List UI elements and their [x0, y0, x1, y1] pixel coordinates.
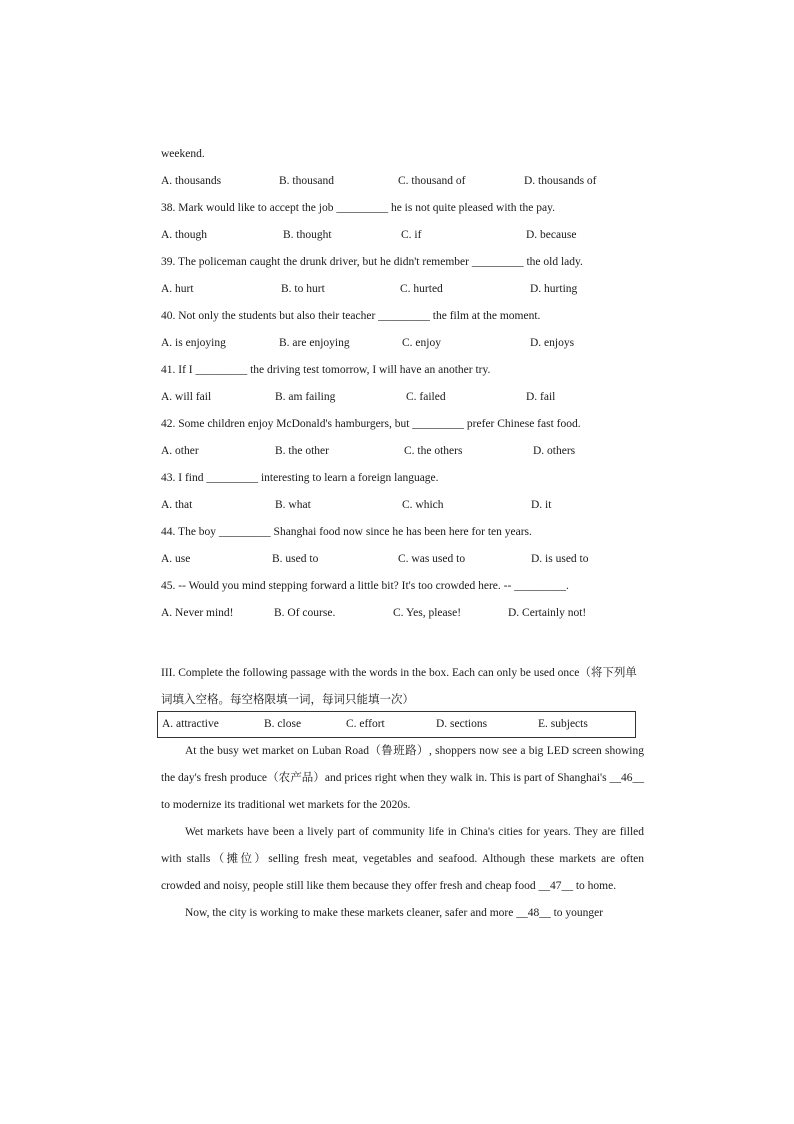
q45-option-a: A. Never mind!: [161, 607, 234, 619]
q45-option-b: B. Of course.: [274, 607, 336, 619]
q41-option-d: D. fail: [526, 391, 556, 403]
q37-option-d: D. thousands of: [524, 175, 597, 187]
q41-option-b: B. am failing: [275, 391, 336, 403]
word-box-item-c: C. effort: [346, 718, 385, 730]
q39-option-a: A. hurt: [161, 283, 194, 295]
q42-option-b: B. the other: [275, 445, 329, 457]
word-box-item-e: E. subjects: [538, 718, 588, 730]
q37-option-b: B. thousand: [279, 175, 334, 187]
q44-option-a: A. use: [161, 553, 191, 565]
q41-option-a: A. will fail: [161, 391, 212, 403]
word-box-item-a: A. attractive: [162, 718, 219, 730]
question-40-stem: 40. Not only the students but also their teacher _________ the film at the moment.: [161, 310, 541, 322]
question-37-stem-tail: weekend.: [161, 148, 205, 160]
q41-option-c: C. failed: [406, 391, 446, 403]
passage-paragraph-1: At the busy wet market on Luban Road（鲁班路）, shoppers now see a big LED screen showing the day's fresh produce（农产品）and prices right when they walk in. This is part of Shanghai's __46__ to modernize its traditional wet markets for the 2020s.: [161, 745, 644, 811]
q39-option-c: C. hurted: [400, 283, 443, 295]
passage: [161, 738, 644, 927]
question-38-stem: 38. Mark would like to accept the job _________ he is not quite pleased with the pay.: [161, 202, 556, 214]
q43-option-b: B. what: [275, 499, 311, 511]
q39-option-d: D. hurting: [530, 283, 578, 295]
word-box-item-b: B. close: [264, 718, 302, 730]
q37-option-a: A. thousands: [161, 175, 222, 187]
q44-option-d: D. is used to: [531, 553, 589, 565]
question-41-stem: 41. If I _________ the driving test tomorrow, I will have an another try.: [161, 364, 491, 376]
q38-option-a: A. though: [161, 229, 207, 241]
q43-option-c: C. which: [402, 499, 444, 511]
q37-option-c: C. thousand of: [398, 175, 466, 187]
q39-option-b: B. to hurt: [281, 283, 325, 295]
question-43-stem: 43. I find _________ interesting to learn a foreign language.: [161, 472, 439, 484]
q38-option-d: D. because: [526, 229, 577, 241]
passage-paragraph-2: Wet markets have been a lively part of community life in China's cities for years. They are filled with stalls（摊位）selling fresh meat, vegetables and seafood. Although these markets are often crowded and noisy, people still like them because they offer fresh and cheap food __47__ to home.: [161, 826, 644, 892]
q42-option-a: A. other: [161, 445, 199, 457]
word-box: [157, 711, 636, 738]
question-39-stem: 39. The policeman caught the drunk driver, but he didn't remember _________ the old lady.: [161, 256, 583, 268]
q40-option-a: A. is enjoying: [161, 337, 226, 349]
q42-option-c: C. the others: [404, 445, 463, 457]
q38-option-c: C. if: [401, 229, 422, 241]
q42-option-d: D. others: [533, 445, 576, 457]
question-44-stem: 44. The boy _________ Shanghai food now since he has been here for ten years.: [161, 526, 532, 538]
q44-option-b: B. used to: [272, 553, 319, 565]
question-42-stem: 42. Some children enjoy McDonald's hamburgers, but _________ prefer Chinese fast food.: [161, 418, 581, 430]
q43-option-a: A. that: [161, 499, 193, 511]
q44-option-c: C. was used to: [398, 553, 466, 565]
question-45-stem: 45. -- Would you mind stepping forward a little bit? It's too crowded here. -- _________.: [161, 580, 569, 592]
q45-option-c: C. Yes, please!: [393, 607, 462, 619]
q40-option-c: C. enjoy: [402, 337, 441, 349]
q40-option-d: D. enjoys: [530, 337, 575, 349]
passage-paragraph-3: Now, the city is working to make these markets cleaner, safer and more __48__ to younger: [185, 907, 604, 919]
q43-option-d: D. it: [531, 499, 552, 511]
q45-option-d: D. Certainly not!: [508, 607, 587, 619]
section-3-heading: III. Complete the following passage with the words in the box. Each can only be used once（将下列单词填入空格。每空格限填一词，每词只能填一次）: [161, 667, 637, 706]
q40-option-b: B. are enjoying: [279, 337, 350, 349]
word-box-item-d: D. sections: [436, 718, 488, 730]
q38-option-b: B. thought: [283, 229, 332, 241]
